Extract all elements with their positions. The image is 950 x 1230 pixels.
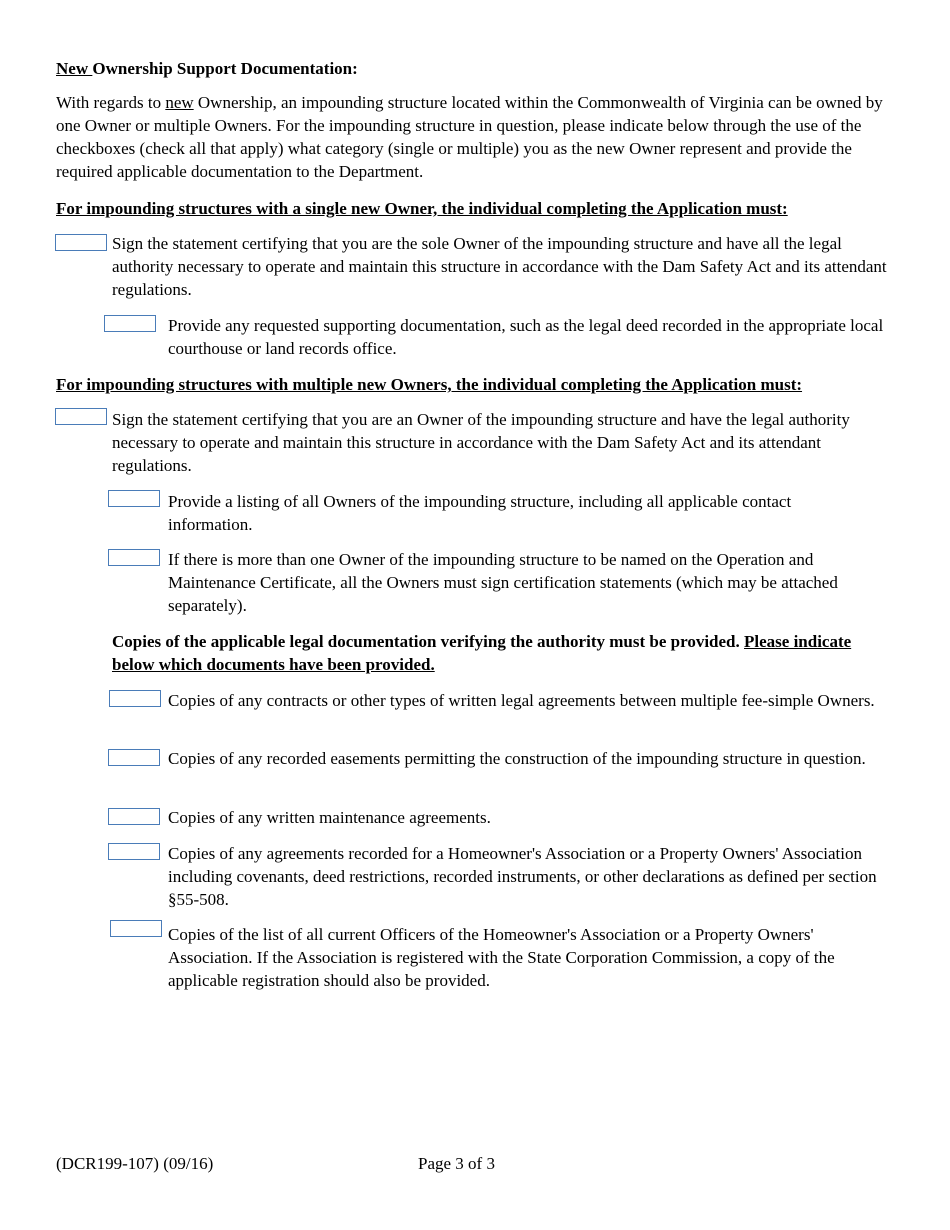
section-heading [56, 57, 358, 80]
heading-new: New [56, 59, 93, 78]
copies-contracts-checkbox[interactable] [109, 690, 161, 707]
multiple-item-sign: Sign the statement certifying that you are an Owner of the impounding structure and have the legal authority necessary to operate and maintain this structure in accordance with the Dam Safety Act and its attendant regulations. [112, 410, 850, 475]
copies-item-contracts: Copies of any contracts or other types of written legal agreements between multiple fee-simple Owners. [168, 691, 875, 710]
multiple-item-certs: If there is more than one Owner of the impounding structure to be named on the Operation and Maintenance Certificate, all the Owners must sign certification statements (which may be attached separately). [168, 550, 838, 615]
multiple-listing-checkbox[interactable] [108, 490, 160, 507]
heading-rest: Ownership Support Documentation: [92, 59, 358, 78]
intro-text-1: With regards to [56, 93, 166, 112]
copies-easements-checkbox[interactable] [108, 749, 160, 766]
copies-item-maintenance: Copies of any written maintenance agreements. [168, 808, 491, 827]
single-item-docs: Provide any requested supporting documentation, such as the legal deed recorded in the appropriate local courthouse or land records office. [168, 316, 884, 358]
copies-heading-instruction: Please indicate below which documents have been provided. [112, 632, 852, 674]
copies-heading-text: Copies of the applicable legal documentation verifying the authority must be provided. [112, 632, 744, 651]
copies-heading [112, 630, 892, 676]
single-docs-checkbox[interactable] [104, 315, 156, 332]
intro-paragraph [56, 91, 901, 183]
copies-item-easements: Copies of any recorded easements permitting the construction of the impounding structure in question. [168, 749, 866, 768]
multiple-item-listing: Provide a listing of all Owners of the impounding structure, including all applicable contact information. [168, 492, 792, 534]
form-id: (DCR199-107) (09/16) [56, 1154, 214, 1173]
single-item-sign: Sign the statement certifying that you are the sole Owner of the impounding structure and have all the legal authority necessary to operate and maintain this structure in accordance with the Dam Safety Act and its attendant regulations. [112, 234, 887, 299]
multiple-owners-title: For impounding structures with multiple new Owners, the individual completing the Application must: [56, 375, 803, 394]
multiple-sign-checkbox[interactable] [55, 408, 107, 425]
intro-text-2: Ownership, an impounding structure located within the Commonwealth of Virginia can be owned by one Owner or multiple Owners. For the impounding structure in question, please indicate below through the use of the checkboxes (check all that apply) what category (single or multiple) you as the new Owner represent and provide the required applicable documentation to the Department. [56, 93, 883, 181]
single-owner-title: For impounding structures with a single new Owner, the individual completing the Application must: [56, 199, 788, 218]
copies-item-officers: Copies of the list of all current Officers of the Homeowner's Association or a Property Owners' Association. If the Association is registered with the State Corporation Commission, a copy of the applicable registration should also be provided. [168, 925, 835, 990]
multiple-certs-checkbox[interactable] [108, 549, 160, 566]
page-number: Page 3 of 3 [418, 1154, 495, 1173]
copies-item-hoa-agreements: Copies of any agreements recorded for a Homeowner's Association or a Property Owners' Association including covenants, deed restrictions, recorded instruments, or other declarations as defined per section §55-508. [168, 844, 877, 909]
copies-officers-checkbox[interactable] [110, 920, 162, 937]
intro-new: new [165, 93, 194, 112]
single-sign-checkbox[interactable] [55, 234, 107, 251]
copies-hoa-agreements-checkbox[interactable] [108, 843, 160, 860]
copies-maintenance-checkbox[interactable] [108, 808, 160, 825]
